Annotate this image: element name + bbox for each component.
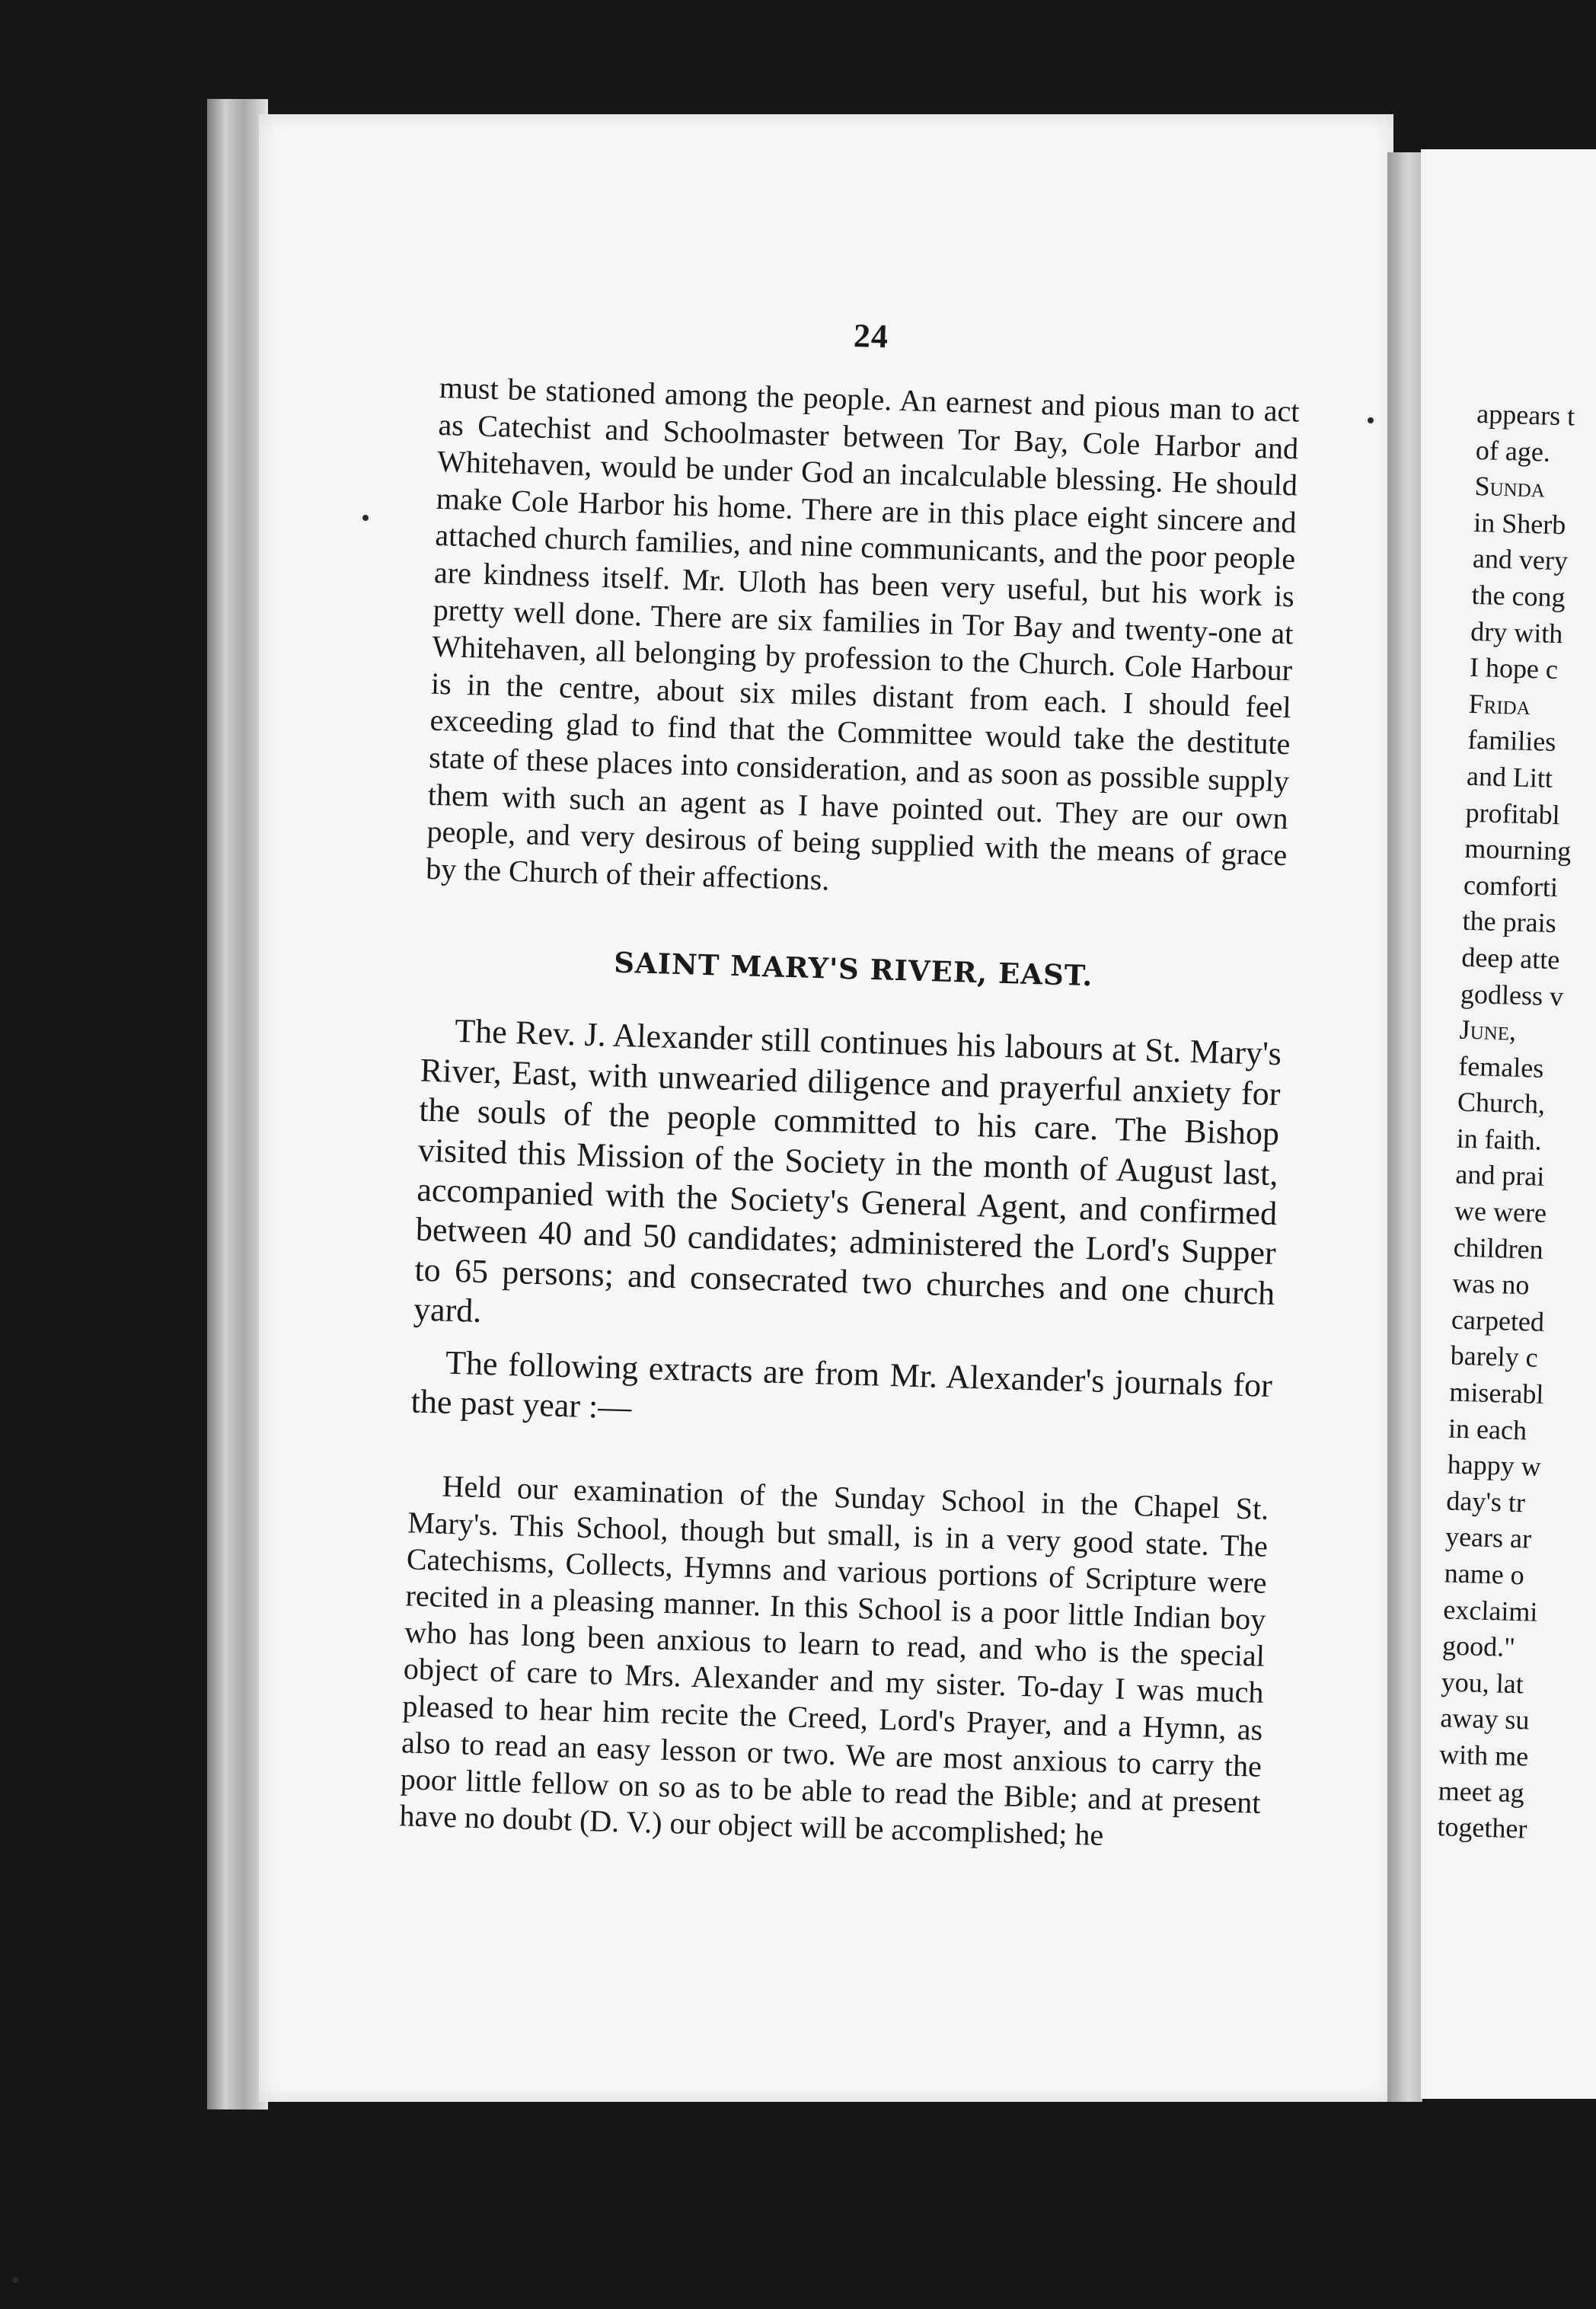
right-page-line: of age. (1475, 434, 1551, 468)
right-page-line: years ar (1444, 1521, 1532, 1554)
right-page-line: was no (1451, 1267, 1530, 1301)
right-page-line: miserabl (1448, 1376, 1544, 1410)
right-page-line: day's tr (1445, 1485, 1526, 1519)
right-page-line: meet ag (1438, 1774, 1525, 1808)
right-page-line: comforti (1463, 869, 1559, 902)
right-page-line: deep atte (1460, 941, 1560, 976)
ink-speck (1368, 417, 1374, 423)
right-page-line: exclaimi (1442, 1593, 1538, 1627)
right-page-line: name o (1444, 1557, 1525, 1591)
right-page-line: and prai (1454, 1159, 1545, 1193)
right-page-line: appears t (1476, 398, 1575, 432)
right-page-line: Church, (1457, 1086, 1546, 1120)
right-page-line: I hope c (1469, 652, 1559, 685)
right-page-line: happy w (1447, 1448, 1542, 1483)
continuation-paragraph: must be stationed among the people. An earnest and pious man to act as Catechist and Schoolmaster between Tor Bay, Cole Harbor and Whitehaven, would be under God an incalculable blessing. He should make Cole Harbor his home. There are in this place eight sincere and attached church families, and nine communicants, and the poor people are kindness itself. Mr. Uloth has been very useful, but his work is pretty well done. There are six families in Tor Bay and twenty-one at Whitehaven, all belonging by profession to the Church. Cole Harbour is in the centre, about six miles distant from each. I should feel exceeding glad to find that the Committee would take the destitute state of these places into consideration, and as soon as possible supply them with such an agent as I have pointed out. They are our own people, and very desirous of being supplied with the means of grace by the Church of their affections. (425, 369, 1301, 897)
right-page-line: Frida (1468, 688, 1531, 720)
right-page-line: together (1436, 1811, 1527, 1844)
right-page-line: godless v (1460, 978, 1564, 1011)
right-page-line: families (1467, 724, 1556, 758)
right-page-line: June, (1459, 1014, 1517, 1046)
right-page-line: females (1457, 1050, 1544, 1084)
book-gutter (1387, 152, 1422, 2102)
right-page-line: dry with (1470, 615, 1563, 649)
right-page-line: with me (1438, 1739, 1529, 1772)
right-page-line: in faith. (1456, 1123, 1543, 1156)
right-page-line: the prais (1462, 905, 1557, 939)
ink-speck (12, 2277, 18, 2283)
right-page-line: carpeted (1451, 1304, 1545, 1337)
extracts-intro: The following extracts are from Mr. Alexander's journals for the past year :— (410, 1343, 1273, 1426)
right-page-line: in each (1448, 1413, 1527, 1445)
right-page-line: mourning (1464, 832, 1572, 867)
right-page-line: and very (1472, 543, 1569, 576)
journal-extract: Held our examination of the Sunday School in the Chapel St. Mary's. This School, though but small, is in a very good state. The Catechisms, Collects, Hymns and various portions of Scripture were recited in a pleasing manner. In this School is a poor little Indian boy who has long been anxious to learn to read, and who is the special object of care to Mrs. Alexander and my sister. To-day I was much pleased to hear him recite the Creed, Lord's Prayer, and a Hymn, as also to read an easy lesson or two. We are most anxious to carry the poor little fellow on so as to be able to read the Bible; and at present have no doubt (D. V.) our object will be accomplished; he (398, 1469, 1269, 1853)
right-page-line: away su (1439, 1702, 1530, 1736)
right-page-line: Sunda (1474, 471, 1546, 503)
page-number: 24 (853, 317, 889, 356)
right-page-line: in Sherb (1473, 506, 1566, 541)
right-page-line: good." (1441, 1630, 1516, 1663)
left-page-text (399, 305, 1302, 1858)
right-page-line: and Litt (1466, 760, 1553, 794)
ink-speck (362, 515, 369, 521)
section-heading: SAINT MARY'S RIVER, EAST. (613, 945, 1094, 993)
right-page-line: children (1453, 1231, 1544, 1265)
right-page-line: we were (1454, 1195, 1547, 1229)
right-page-line: the cong (1471, 579, 1566, 613)
right-page-line: profitabl (1465, 797, 1561, 830)
right-page-line: you, lat (1441, 1666, 1524, 1700)
intro-paragraph: The Rev. J. Alexander still continues his labours at St. Mary's River, East, with unwearied diligence and prayerful anxiety for the souls of the people committed to his care. The Bishop visited this Mission of the Society in the month of August last, accompanied with the Society's General Agent, and confirmed between 40 and 50 candidates; administered the Lord's Supper to 65 persons; and consecrated two churches and one church yard. (413, 1012, 1282, 1330)
right-page-line: barely c (1450, 1340, 1539, 1374)
